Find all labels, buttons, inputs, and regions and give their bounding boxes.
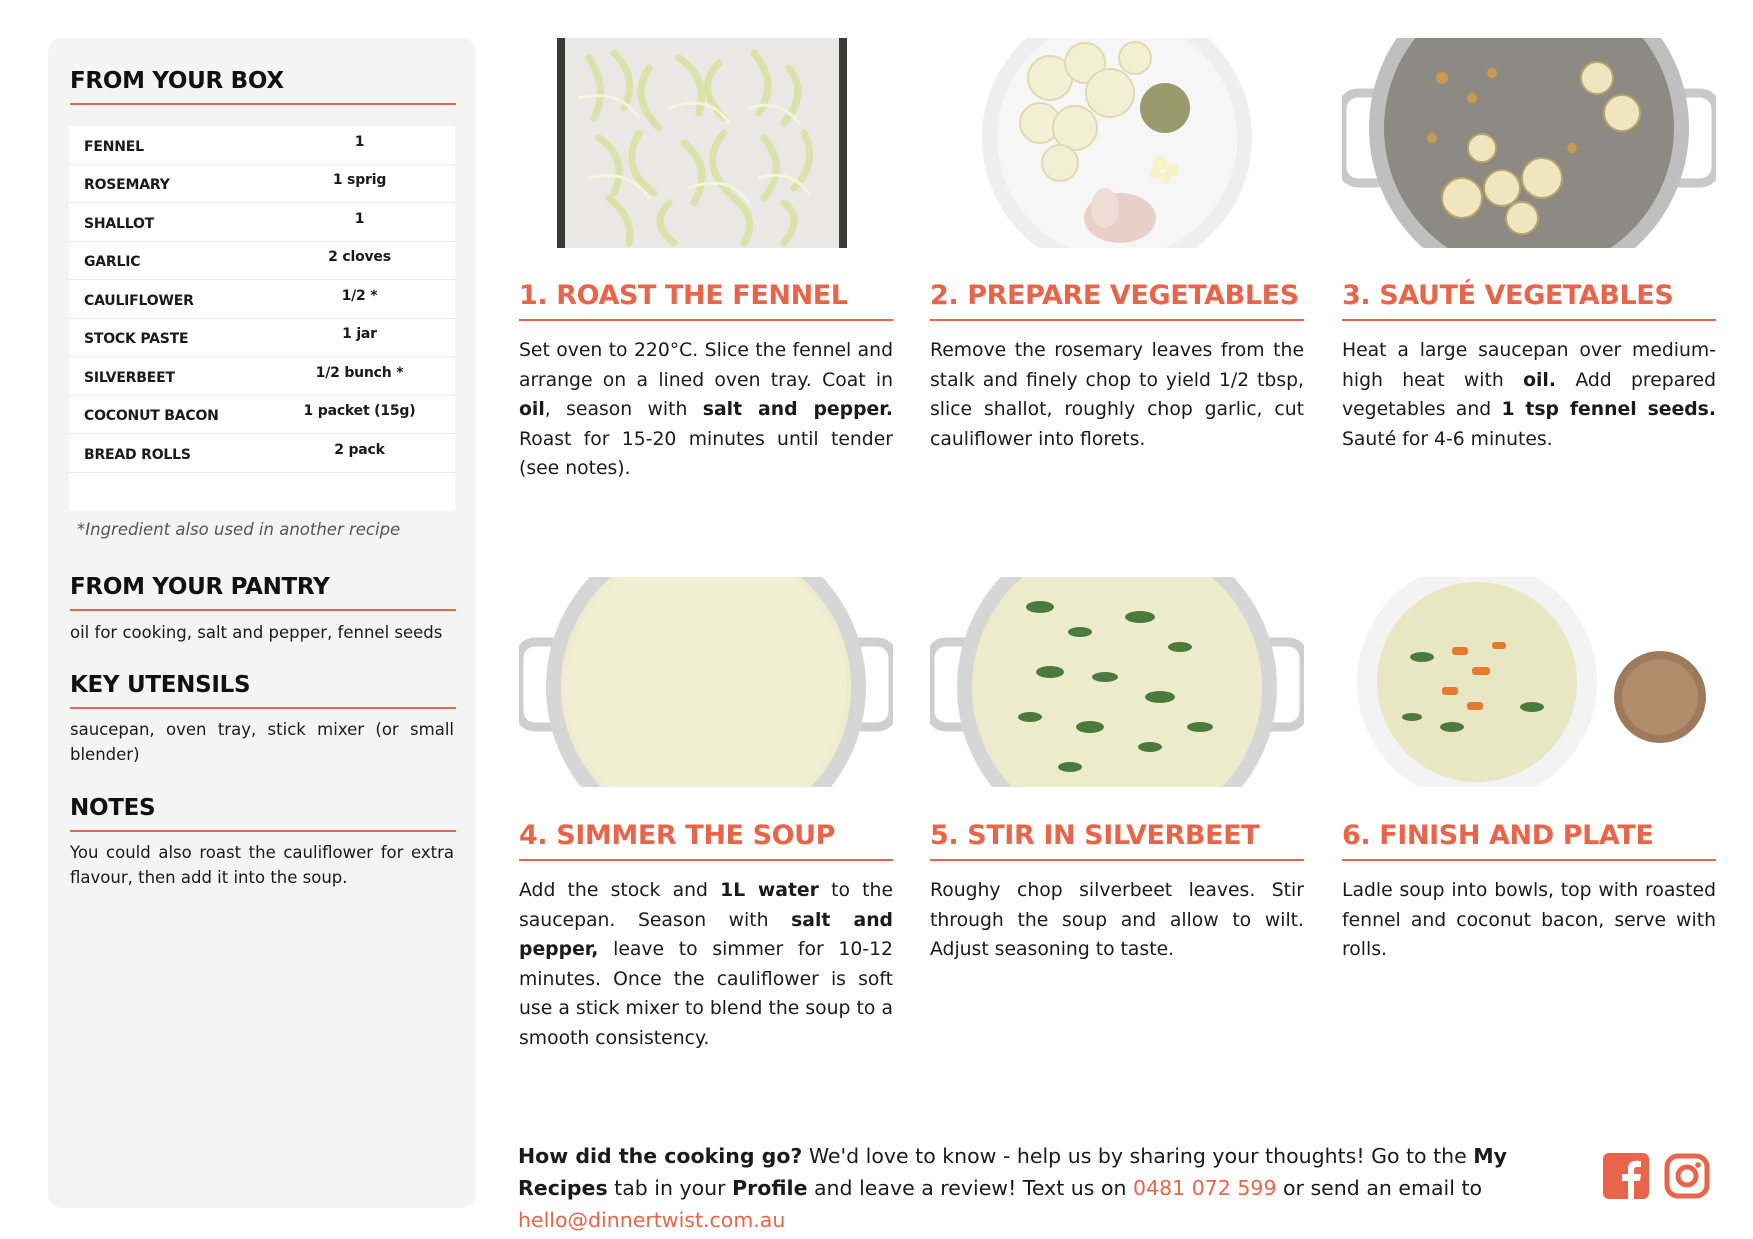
ingredients-sidebar	[48, 38, 476, 1208]
step-1-text: Set oven to 220°C. Slice the fennel and arrange on a lined oven tray. Coat in oil, season with salt and pepper. Roast for 15-20 minutes until tender (see notes).	[519, 340, 893, 479]
utensils-text: saucepan, oven tray, stick mixer (or small blender)	[70, 720, 454, 764]
table-row	[69, 280, 455, 319]
step-6-photo	[1342, 577, 1716, 787]
table-row	[69, 434, 455, 473]
ingredient-qty: 1 sprig	[332, 172, 387, 189]
table-row	[69, 357, 455, 396]
pantry-text: oil for cooking, salt and pepper, fennel seeds	[70, 623, 443, 642]
ingredient-name: STOCK PASTE	[84, 331, 189, 348]
step-4-title: 4. SIMMER THE SOUP	[519, 820, 893, 861]
step-2-text: Remove the rosemary leaves from the stalk and finely chop to yield 1/2 tbsp, slice shallot, roughly chop garlic, cut cauliflower into florets.	[930, 340, 1304, 450]
step-5-title: 5. STIR IN SILVERBEET	[930, 820, 1304, 861]
from-your-box-title: FROM YOUR BOX	[70, 68, 456, 105]
step-4-text: Add the stock and 1L water to the saucepan. Season with salt and pepper, leave to simmer for 10-12 minutes. Once the cauliflower is soft use a stick mixer to blend the soup to a smooth consistency.	[519, 880, 894, 1049]
table-row	[69, 396, 455, 435]
ingredient-name: SILVERBEET	[84, 369, 175, 386]
ingredient-qty: 1	[354, 133, 365, 150]
step-3-text: Heat a large saucepan over medium-high heat with oil. Add prepared vegetables and 1 tsp fennel seeds. Sauté for 4-6 minutes.	[1342, 340, 1716, 450]
instagram-icon[interactable]	[1664, 1153, 1710, 1199]
step-2-photo	[930, 38, 1304, 248]
ingredient-name: ROSEMARY	[84, 177, 170, 194]
notes-title: NOTES	[70, 795, 456, 832]
step-3-photo	[1342, 38, 1716, 248]
ingredient-name: BREAD ROLLS	[84, 446, 191, 463]
step-1-photo	[519, 38, 893, 248]
feedback-message: How did the cooking go? We'd love to know - help us by sharing your thoughts! Go to the My Recipes tab in your Profile and leave a review! Text us on 0481 072 599 or send an email to hello@dinnertwist.com.au	[518, 1144, 1508, 1232]
ingredient-qty: 2 pack	[334, 441, 385, 458]
step-3-title: 3. SAUTÉ VEGETABLES	[1342, 280, 1716, 321]
step-1-title: 1. ROAST THE FENNEL	[519, 280, 893, 321]
ingredient-qty: 1/2 *	[341, 287, 378, 304]
table-row	[69, 126, 455, 165]
table-row	[69, 319, 455, 358]
phone-link[interactable]: 0481 072 599	[1133, 1176, 1277, 1200]
step-6-title: 6. FINISH AND PLATE	[1342, 820, 1716, 861]
step-4-photo	[519, 577, 893, 787]
ingredient-name: FENNEL	[84, 138, 144, 155]
utensils-title: KEY UTENSILS	[70, 672, 456, 709]
ingredient-name: GARLIC	[84, 254, 141, 271]
ingredient-qty: 2 cloves	[328, 249, 391, 266]
box-footnote: *Ingredient also used in another recipe	[77, 520, 401, 539]
email-link[interactable]: hello@dinnertwist.com.au	[518, 1208, 786, 1232]
step-5-photo	[930, 577, 1304, 787]
step-5-text: Roughy chop silverbeet leaves. Stir through the soup and allow to wilt. Adjust seasoning to taste.	[930, 880, 1304, 960]
ingredient-name: SHALLOT	[84, 215, 155, 232]
table-row	[69, 242, 455, 281]
ingredient-qty: 1	[354, 210, 365, 227]
box-ingredients-table	[69, 126, 455, 511]
step-2-title: 2. PREPARE VEGETABLES	[930, 280, 1304, 321]
ingredient-name: COCONUT BACON	[84, 408, 219, 425]
table-row	[69, 165, 455, 204]
ingredient-qty: 1 packet (15g)	[303, 403, 416, 420]
facebook-icon[interactable]	[1603, 1153, 1649, 1199]
ingredient-qty: 1 jar	[342, 326, 377, 343]
ingredient-qty: 1/2 bunch *	[315, 364, 404, 381]
table-row	[69, 203, 455, 242]
ingredient-name: CAULIFLOWER	[84, 292, 194, 309]
notes-text: You could also roast the cauliflower for extra flavour, then add it into the soup.	[70, 843, 454, 887]
step-6-text: Ladle soup into bowls, top with roasted fennel and coconut bacon, serve with rolls.	[1342, 880, 1716, 960]
pantry-title: FROM YOUR PANTRY	[70, 574, 456, 611]
